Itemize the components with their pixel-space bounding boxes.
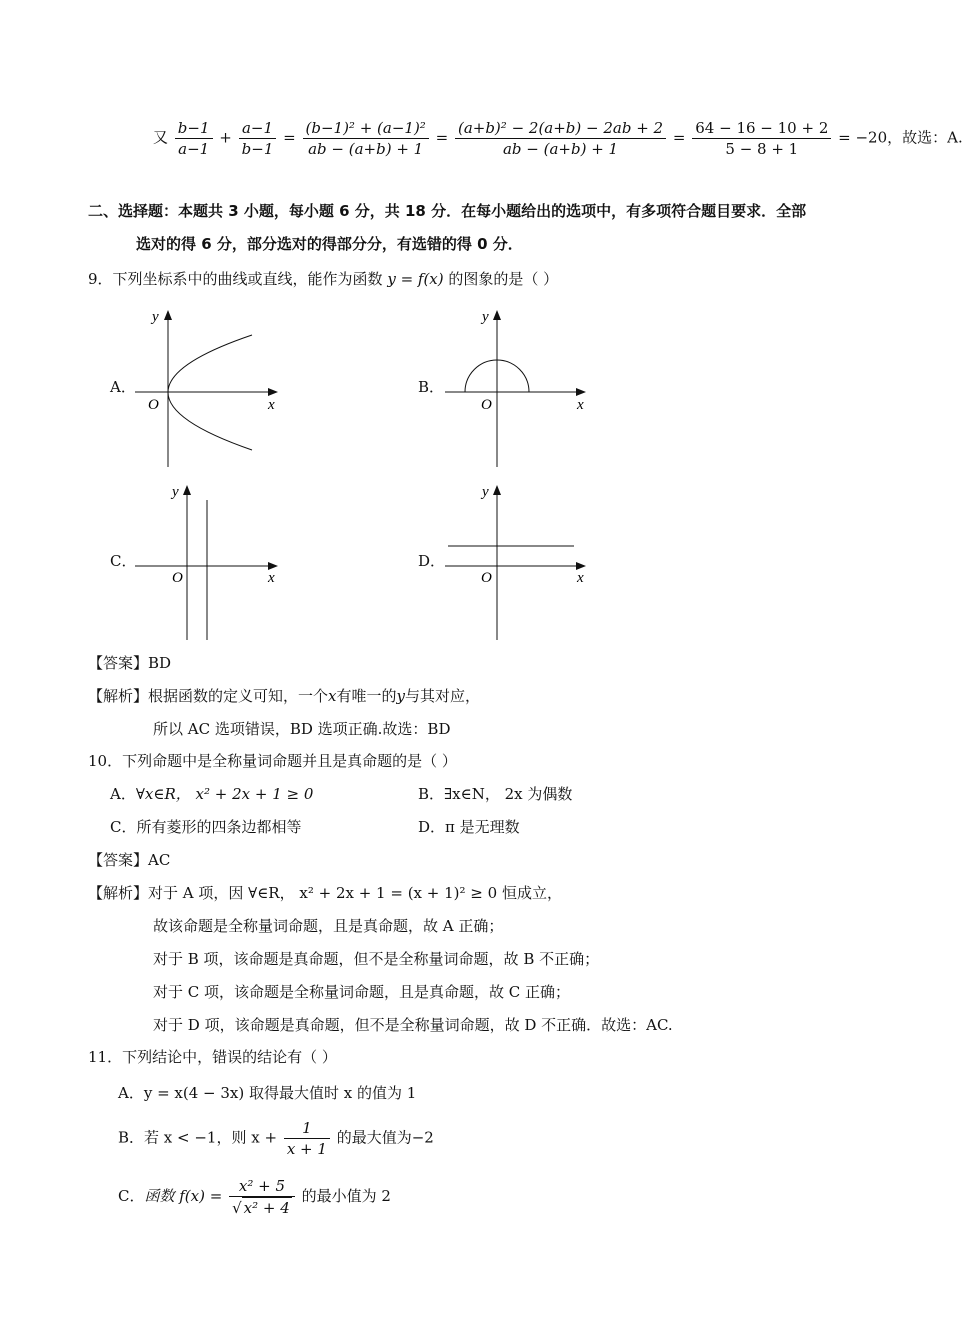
- q9-analysis-1a: 根据函数的定义可知，一个: [148, 687, 329, 705]
- q11-option-c-pre: 函数 f(x) =: [144, 1187, 223, 1205]
- fraction-1-num: b−1: [175, 118, 213, 139]
- q11-option-b-den: x + 1: [286, 1140, 327, 1158]
- q9-analysis-1: [88, 685, 480, 706]
- graph-a-y-arrow: [164, 310, 172, 320]
- graph-c-x-label: x: [268, 570, 275, 586]
- q11-option-b-post: 的最大值为−2: [336, 1128, 434, 1147]
- fraction-4-den: ab − (a+b) + 1: [502, 140, 619, 158]
- q9-stem-pre: 9．下列坐标系中的曲线或直线，能作为函数: [88, 270, 383, 288]
- fraction-3-num: (b−1)² + (a−1)²: [303, 118, 429, 139]
- q9-analysis-1x: x: [328, 687, 337, 705]
- q10-option-d: [418, 816, 520, 837]
- section-2-line-1: 二、选择题：本题共 3 小题，每小题 6 分，共 18 分．在每小题给出的选项中，有多项符合题目要求．全部: [88, 202, 807, 220]
- q10-option-d-text: π 是无理数: [445, 818, 520, 836]
- q11-option-c-den-wrap: √ x² + 4: [232, 1199, 290, 1217]
- q9-graph-d: [440, 478, 600, 643]
- q11-option-b-num: 1: [284, 1118, 330, 1139]
- q10-option-a-label: A．: [110, 785, 136, 803]
- q9-option-b-label: B．: [418, 378, 445, 396]
- q10-analysis-label: 【解析】: [88, 884, 149, 902]
- q10-option-c-text: 所有菱形的四条边都相等: [136, 818, 302, 836]
- q11-option-c-den: x² + 4: [243, 1199, 290, 1217]
- section-2-line-2: 选对的得 6 分，部分选对的得部分分，有选错的得 0 分．: [136, 235, 523, 253]
- q9-stem: [88, 268, 558, 289]
- q10-option-d-label: D．: [418, 818, 446, 836]
- fraction-3-den: ab − (a+b) + 1: [308, 140, 424, 158]
- q9-answer-value: BD: [148, 654, 172, 672]
- q9-answer: [88, 652, 171, 673]
- q11-option-a: [118, 1082, 416, 1103]
- fraction-5-num: 64 − 16 − 10 + 2: [692, 118, 831, 139]
- q9-analysis-label: 【解析】: [88, 687, 149, 705]
- q10-option-b-label: B．: [418, 785, 445, 803]
- q10-answer: [88, 849, 170, 870]
- q10-analysis-5: 对于 D 项，该命题是真命题，但不是全称量词命题，故 D 不正确．故选：AC.: [153, 1016, 673, 1034]
- q11-option-b-label: B．: [118, 1128, 145, 1147]
- q9-graph-a: [130, 305, 290, 475]
- q10-option-b-text: ∃x∈N， 2x 为偶数: [444, 785, 573, 803]
- q11-option-c-label: C．: [118, 1187, 145, 1205]
- eq-plus: +: [219, 128, 232, 147]
- q9-stem-post: 的图象的是（ ）: [448, 270, 559, 288]
- q10-analysis-4: 对于 C 项，该命题是全称量词命题，且是真命题，故 C 正确；: [153, 983, 571, 1001]
- q11-option-c-num: x² + 5: [229, 1176, 295, 1197]
- graph-b-x-label: x: [577, 397, 584, 413]
- graph-b-y-label: y: [482, 309, 489, 325]
- q10-analysis-1: [88, 882, 562, 903]
- fraction-2-den: b−1: [241, 140, 274, 158]
- graph-d-x-arrow: [576, 562, 586, 570]
- q10-option-a-text: ∀x∈R， x² + 2x + 1 ≥ 0: [135, 785, 314, 803]
- graph-d-origin: O: [481, 570, 492, 586]
- graph-d-y-label: y: [482, 484, 489, 500]
- q11-option-c-post: 的最小值为 2: [301, 1187, 391, 1205]
- graph-a-x-arrow: [268, 388, 278, 396]
- eq-equals-3: =: [672, 128, 686, 147]
- q11-option-a-label: A．: [118, 1084, 144, 1102]
- q9-analysis-1c: 与其对应，: [405, 687, 481, 705]
- q11-option-b-pre: 若 x < −1，则 x +: [144, 1128, 278, 1147]
- q11-option-c: [118, 1176, 391, 1218]
- q10-option-c: [110, 816, 302, 837]
- q11-stem: 11．下列结论中，错误的结论有（ ）: [88, 1048, 337, 1066]
- graph-a-x-label: x: [268, 397, 275, 413]
- q10-option-c-label: C．: [110, 818, 137, 836]
- q9-analysis-1y: y: [396, 687, 405, 705]
- q10-stem: 10．下列命题中是全称量词命题并且是真命题的是（ ）: [88, 752, 457, 770]
- graph-d-y-arrow: [493, 485, 501, 495]
- q9-option-d-label: D．: [418, 552, 446, 570]
- eq-prefix: 又: [153, 128, 169, 147]
- q9-answer-label: 【答案】: [88, 654, 149, 672]
- graph-c-y-arrow: [183, 485, 191, 495]
- q10-option-b: [418, 783, 572, 804]
- eq-equals-1: =: [283, 128, 296, 147]
- fraction-4-num: (a+b)² − 2(a+b) − 2ab + 2: [455, 118, 666, 139]
- graph-b-y-arrow: [493, 310, 501, 320]
- graph-a-y-label: y: [152, 309, 159, 325]
- fraction-1: [175, 118, 213, 159]
- fraction-3: [303, 118, 429, 159]
- graph-c-y-label: y: [172, 484, 179, 500]
- q9-analysis-2: 所以 AC 选项错误，BD 选项正确.故选：BD: [153, 720, 451, 738]
- eq-equals-2: =: [435, 128, 449, 147]
- graph-b-origin: O: [481, 397, 492, 413]
- q9-option-c-label: C．: [110, 552, 137, 570]
- q9-option-a-label: A．: [110, 378, 136, 396]
- graph-d-x-label: x: [577, 570, 584, 586]
- q10-analysis-2: 故该命题是全称量词命题，且是真命题，故 A 正确；: [153, 917, 504, 935]
- q11-option-a-text: y = x(4 − 3x) 取得最大值时 x 的值为 1: [143, 1084, 417, 1102]
- top-equation: [153, 118, 963, 159]
- graph-a-origin: O: [148, 397, 159, 413]
- q10-analysis-1-text: 对于 A 项，因 ∀∈R， x² + 2x + 1 = (x + 1)² ≥ 0 恒成立，: [148, 884, 562, 902]
- q11-option-b: [118, 1118, 434, 1159]
- q11-option-c-fraction: [229, 1176, 295, 1218]
- fraction-5: [692, 118, 831, 159]
- q10-analysis-3: 对于 B 项，该命题是真命题，但不是全称量词命题，故 B 不正确；: [153, 950, 600, 968]
- q10-answer-label: 【答案】: [88, 851, 149, 869]
- q10-answer-value: AC: [148, 851, 171, 869]
- graph-c-x-arrow: [268, 562, 278, 570]
- q9-graph-c: [130, 478, 290, 643]
- fraction-2-num: a−1: [239, 118, 277, 139]
- q9-stem-func: y = f(x): [387, 270, 444, 288]
- fraction-4: [455, 118, 666, 159]
- graph-c-origin: O: [172, 570, 183, 586]
- eq-tail: = −20，故选：A.: [838, 128, 963, 147]
- q11-option-b-fraction: [284, 1118, 330, 1159]
- q9-analysis-1b: 有唯一的: [336, 687, 397, 705]
- q9-graph-b: [440, 305, 600, 475]
- q10-option-a: [110, 783, 313, 804]
- fraction-5-den: 5 − 8 + 1: [725, 140, 799, 158]
- fraction-1-den: a−1: [178, 140, 210, 158]
- fraction-2: [239, 118, 277, 159]
- graph-b-x-arrow: [576, 388, 586, 396]
